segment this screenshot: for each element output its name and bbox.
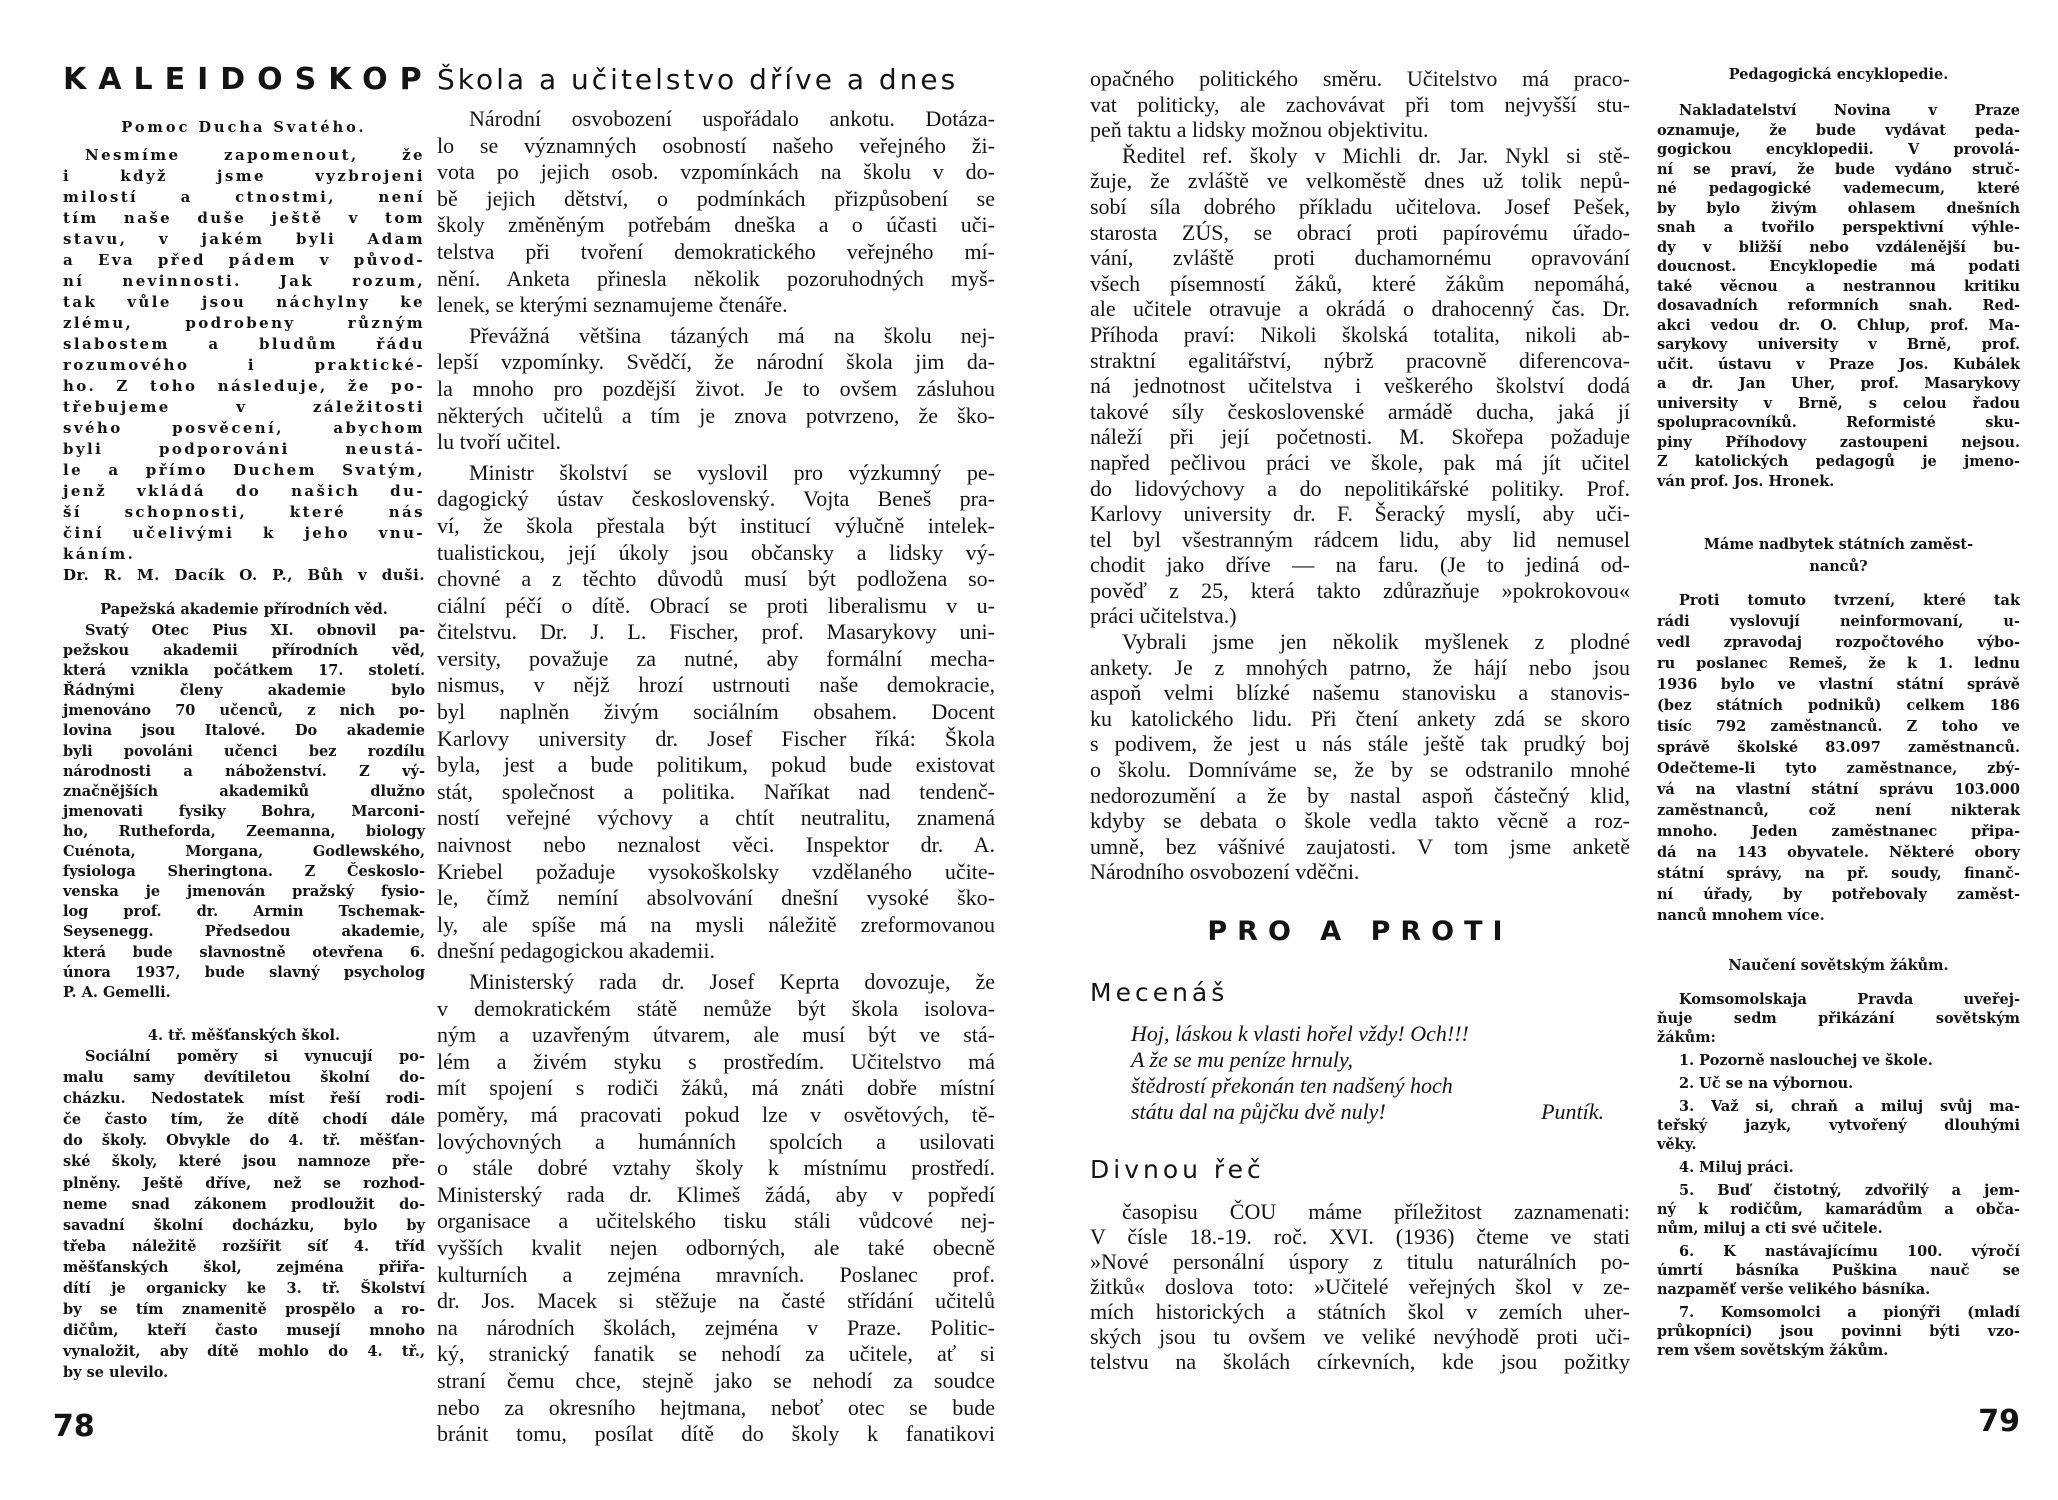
text-line: malu samy devítiletou školní do- [63, 1069, 425, 1087]
text-line: o školu. Domníváme se, že by se odstranilo mnohé [1090, 757, 1630, 783]
text-line: s podivem, že jest u nás stále ještě tak prudký boj [1090, 731, 1630, 757]
text-line: pežskou akademii přírodních věd, [63, 642, 425, 660]
text-line: lepší vzpomínky. Svědčí, že národní škola jim da- [437, 349, 995, 375]
text-line: a dr. Jan Uher, prof. Masarykovy [1657, 375, 2020, 392]
text-line: plněny. Ještě dříve, než se rozhod- [63, 1174, 425, 1192]
text-line: ho. Z toho následuje, že po- [63, 377, 425, 395]
text-line: tisíc 792 zaměstnanců. Z toho ve [1657, 718, 2020, 735]
text-line: bránit tomu, posílat dítě do školy k fanatikovi [437, 1421, 995, 1447]
text-line: P. A. Gemelli. [63, 983, 171, 1001]
paragraph [1090, 143, 1630, 629]
text-line: vat politicky, ale zachovávat při tom nejvyšší stu- [1090, 91, 1630, 117]
text-line: chovné a z těchto důvodů musí být podložena so- [437, 566, 995, 592]
text-line: nebo za okresního hejtmana, neboť otec se bude [437, 1394, 995, 1420]
text-line: státní správy, na př. soudy, finanč- [1657, 865, 2020, 882]
kaleidoskop-column [63, 0, 434, 1500]
text-line: sobí síla dobrého příkladu učitelova. Josef Pešek, [1090, 193, 1630, 219]
text-line: mích historických a státních škol v zemích uher- [1090, 1299, 1630, 1324]
text-line: oznamuje, že bude vydávat peda- [1657, 121, 2020, 139]
text-line: neme snad zákonem prodloužit do- [63, 1195, 425, 1213]
text-line: kulturních a zejména mravních. Poslanec prof. [437, 1261, 995, 1287]
article-heading: Pomoc Ducha Svatého. [121, 119, 367, 136]
article-body [63, 621, 425, 1003]
text-line: mnoho. Jeden zaměstnanec připa- [1657, 823, 2020, 840]
text-line: ských jsou tu ovšem ve veliké nevýhodě proti uči- [1090, 1324, 1630, 1349]
divnou-rec-body [1090, 1199, 1630, 1374]
paragraph [63, 621, 425, 1003]
paragraph [437, 969, 995, 1448]
text-line: nění. Anketa přinesla několik pozoruhodných myš- [437, 265, 995, 291]
text-line: rádi vyslovují neinformovaní, u- [1657, 613, 2020, 630]
text-line: Nesmíme zapomenout, že [85, 146, 425, 164]
text-line: ku katolického lidu. Při čtení ankety zdá se skoro [1090, 705, 1630, 731]
text-line: ale učitele otravuje a okrádá o drahocenný čas. Dr. [1090, 296, 1630, 322]
text-line: takové síly československé armádě ducha, jaká jí [1090, 398, 1630, 424]
text-line: třebujeme v záležitosti [63, 398, 425, 416]
text-line: Naučení sovětským žákům. [1728, 957, 1949, 974]
text-line: byl naplněn živým sociálním obsahem. Docent [437, 699, 995, 725]
text-line: starosta ZÚS, se obrací proti papírovému úřado- [1090, 219, 1630, 245]
text-line: žákům: [1657, 1029, 1716, 1046]
article-signature: Dr. R. M. Dacík O. P., Bůh v duši. [63, 566, 425, 584]
text-line: stavu, v jakém byli Adam [63, 230, 425, 248]
text-line: nům, miluj a cti své učitele. [1657, 1220, 1883, 1237]
paragraph [437, 460, 995, 965]
text-line: tím naše duše ještě v tom [63, 209, 425, 227]
text-line: fysiologa Sheringtona. Z Českoslo- [63, 863, 425, 881]
text-line: ly, ale spíše má na mysli náležitě zreformovanou [437, 911, 995, 937]
text-line: »Nové personální úspory z titulu naturálních po- [1090, 1249, 1630, 1274]
text-line: Karlovy university dr. Josef Fischer říká: Škola [437, 725, 995, 751]
news-heading [1657, 534, 2020, 578]
text-line: lovina jsou Italové. Do akademie [63, 722, 425, 740]
news-heading [1657, 65, 2020, 85]
text-line: la mnoho pro pozdější život. Je to ovšem zásluhou [437, 375, 995, 401]
text-line: by se tím znamenitě prospělo a ro- [63, 1301, 425, 1319]
text-line: školy změněným potřebám dneška a o účasti uči- [437, 212, 995, 238]
feature-column [437, 0, 995, 1500]
text-line: národnosti a náboženství. Z vý- [63, 762, 425, 780]
article-heading: Papežská akademie přírodních věd. [100, 601, 388, 618]
text-line: ské školy, které jsou namnoze pře- [63, 1153, 425, 1171]
text-line: Nakladatelství Novina v Praze [1679, 102, 2020, 119]
text-line: Národní osvobození uspořádalo ankotu. Dotáza- [469, 106, 995, 131]
divnou-rec-heading: Divnou řeč [1090, 1155, 1265, 1184]
text-line: Odečteme-li tyto zaměstnance, zbý- [1657, 760, 2020, 777]
text-line: umně, bez vášnivé zaujatosti. V tom jsme anketě [1090, 833, 1630, 859]
text-line: dr. Jos. Macek si stěžuje na časté střídání učitelů [437, 1288, 995, 1314]
text-line: peň taktu a lidsky možnou objektivitu. [1090, 117, 1429, 143]
text-line: 4. Miluj práci. [1679, 1159, 1794, 1176]
text-line: napřed pečlivou práci ve škole, pak má jít učitel [1090, 449, 1630, 475]
paragraph [1657, 590, 2020, 926]
text-line: telstva při tvoření demokratického veřejného mí- [437, 238, 995, 264]
text-line: nazpaměť verše velikého básníka. [1657, 1281, 1931, 1298]
text-line: cházku. Nedostatek míst řeší rodi- [63, 1090, 425, 1108]
feature-body [437, 106, 995, 1448]
text-line: v demokratickém státě nemůže být škola isolova- [437, 995, 995, 1021]
text-line: svého posvěcení, abychom [63, 419, 425, 437]
text-line: žitků« doslova toto: »Učitelé veřejných škol v ze- [1090, 1274, 1630, 1299]
text-line: Sociální poměry si vynucují po- [85, 1048, 425, 1065]
text-line: le, čímž nemíní absolvování dnešní vysoké ško- [437, 885, 995, 911]
text-line: naivnost nebo neznalost věci. Inspektor dr. A. [437, 832, 995, 858]
text-line: 3. Važ si, chraň a miluj svůj ma- [1679, 1098, 2020, 1115]
text-line: vedl zpravodaj rozpočtového výbo- [1657, 634, 2020, 651]
text-line: práci učitelstva.) [1090, 603, 1237, 629]
text-line: časopisu ČOU máme příležitost zaznamenati: [1122, 1199, 1630, 1224]
text-line: ký, stranický fanatik se nehodí za učitele, ať si [437, 1341, 995, 1367]
text-line: Národního osvobození vděčni. [1090, 859, 1360, 885]
text-line: ván prof. Jos. Hronek. [1657, 472, 1835, 490]
text-line: Pedagogická encyklopedie. [1728, 66, 1949, 83]
text-line: věky. [1657, 1136, 1697, 1153]
text-line: a Eva před pádem v původ- [63, 251, 425, 269]
text-line: venska je jmenován pražský fysio- [63, 883, 425, 901]
text-line: kdyby se debata o škole vedla takto věcně a roz- [1090, 808, 1630, 834]
text-line: Hoj, láskou k vlasti hořel vždy! Och!!! [1131, 1021, 1469, 1046]
text-line: Ministr školství se vyslovil pro výzkumný pe- [469, 459, 995, 485]
text-line: ciální péčí o dítě. Obrací se proti liberalismu v u- [437, 592, 995, 618]
news-body [1657, 590, 2020, 926]
text-line: doucnost. Encyklopedie má podati [1657, 258, 2020, 275]
text-line: 7. Komsomolci a pionýři (mladí [1679, 1304, 2020, 1321]
text-line: lenek, se kterými seznamujeme čtenáře. [437, 292, 788, 318]
article-body [63, 145, 425, 565]
news-body [1657, 990, 2020, 1360]
text-line: dagogický ústav československý. Vojta Beneš pra- [437, 486, 995, 512]
paragraph [1657, 101, 2020, 491]
text-line: ňuje sedm přikázání sovětským [1657, 1010, 2020, 1027]
page-number: 79 [1978, 1404, 2020, 1439]
text-line: Cuénota, Morgana, Godlewského, [63, 843, 425, 861]
text-line: ností veřejné výchovy a chtít neutralitu, znamená [437, 805, 995, 831]
kaleidoskop-title: KALEIDOSKOP [63, 62, 434, 97]
text-line: Z katolických pedagogů je jmeno- [1657, 453, 2020, 470]
text-line: organisace a učitelského tisku stáli vůdcové nej- [437, 1208, 995, 1234]
text-line: dosavadních reformních snah. Red- [1657, 297, 2020, 314]
text-line: třeba náležitě rozšířit síť 4. tříd [63, 1237, 425, 1255]
text-line: Ministerský rada dr. Josef Keprta dovozuje, že [469, 969, 995, 994]
text-line: Řádnými členy akademie bylo [63, 682, 425, 700]
text-line: káním. [63, 545, 136, 563]
text-line: 2. Uč se na výbornou. [1679, 1075, 1854, 1092]
paragraph [1657, 1242, 2020, 1299]
text-line: Kriebel požaduje vysokoškolsky vzdělaného učite- [437, 858, 995, 884]
text-line: vynaložit, aby dítě mohlo do 4. tř., [63, 1343, 425, 1361]
text-line: opačného politického směru. Učitelstvo má praco- [1090, 66, 1630, 91]
text-line: dá na 143 obyvatele. Některé obory [1657, 844, 2020, 861]
text-line: státu dal na půjčku dvě nuly! [1131, 1099, 1386, 1124]
mecenas-heading: Mecenáš [1090, 978, 1229, 1007]
text-line: lo se významných osobností našeho veřejného ži- [437, 132, 995, 158]
text-line: versity, považuje za nutné, aby formální mecha- [437, 645, 995, 671]
text-line: aspoň velmi blízké našemu stanovisku a stanovis- [1090, 680, 1630, 706]
text-line: jmenováno 70 učenců, z nich po- [63, 702, 425, 720]
text-line: log prof. dr. Armin Tschemak- [63, 903, 425, 921]
text-line: úmrtí básníka Puškina nauč se [1657, 1262, 2020, 1279]
text-line: ní úřady, by potřebovaly zaměst- [1657, 886, 2020, 903]
paragraph [63, 1046, 425, 1384]
text-line: chodit jako dříve — na faru. (Je to jediná od- [1090, 552, 1630, 578]
text-line: tak vůle jsou náchylny ke [63, 293, 425, 311]
text-line: náleží při její početnosti. M. Skořepa požaduje [1090, 424, 1630, 450]
text-line: učit. ústavu v Praze Jos. Kubálek [1657, 355, 2020, 373]
pro-a-proti-title: PRO A PROTI [1207, 916, 1513, 947]
text-line: ná jednotnost učitelstva i veškerého školství dodá [1090, 373, 1630, 399]
text-line: spolupracovníků. Reformisté sku- [1657, 414, 2020, 431]
article-heading: 4. tř. měšťanských škol. [147, 1027, 341, 1044]
text-line: ru poslanec Remeš, že k 1. lednu [1657, 655, 2020, 672]
text-line: byli povoláni učenci bez rozdílu [63, 742, 425, 760]
text-line: 1936 bylo ve vlastní státní správě [1657, 676, 2020, 693]
text-line: 6. K nastávajícímu 100. výročí [1679, 1243, 2020, 1260]
text-line: straní čemu chce, stejně jako se nehodí za soudce [437, 1367, 995, 1393]
text-line: Svatý Otec Pius XI. obnovil pa- [85, 622, 425, 639]
paragraph [437, 106, 995, 319]
text-line: vá na vlastní státní správu 103.000 [1657, 781, 2020, 798]
poem-author: Puntík. [1541, 1099, 1604, 1124]
text-line: ho, Rutheforda, Zeemanna, biology [63, 822, 425, 840]
text-line: nismus, v nějž hrozí ustrnouti naše demokracie, [437, 672, 995, 698]
text-line: rozumového i praktické- [63, 356, 425, 374]
text-line: vání, zvláště proti duchamornému opravování [1090, 245, 1630, 271]
text-line: rem všem sovětským žákům. [1657, 1342, 1889, 1359]
text-line: pověď z 25, která takto zdůrazňuje »pokrokovou« [1090, 577, 1630, 603]
text-line: Příhoda praví: Nikoli školská totalita, nikoli ab- [1090, 321, 1630, 347]
text-line: ný k rodičům, kamarádům a obča- [1657, 1201, 2020, 1218]
text-line: štědrostí překonán ten nadšený hoch [1131, 1073, 1453, 1098]
paragraph [1090, 66, 1630, 143]
text-line: průkopníci) jsou povinni býti vzo- [1657, 1323, 2020, 1340]
text-line: zaměstnanců, což není nikterak [1657, 802, 2020, 819]
text-line: gogickou encyklopedii. V provolá- [1657, 141, 2020, 158]
text-line: straktní egalitářství, nýbrž pracovně diferencova- [1090, 347, 1630, 373]
text-line: poměry, má pracovati pokud lze v osvětových, tě- [437, 1101, 995, 1127]
text-line: Převážná většina tázaných má na školu nej- [469, 322, 995, 348]
text-line: února 1937, bude slavný psycholog [63, 963, 425, 981]
text-line: Vybrali jsme jen několik myšlenek z plodné [1122, 629, 1630, 655]
text-line: milostí a ctnostmi, není [63, 188, 425, 206]
paragraph [1657, 990, 2020, 1047]
paragraph [1657, 1181, 2020, 1238]
text-line: Máme nadbytek státních zaměst- [1703, 536, 1974, 553]
news-column [1657, 0, 2020, 1500]
text-line: lém a živém styku s prostředím. Učitelstvo má [437, 1048, 995, 1074]
text-line: také věcnou a nestrannou kritiku [1657, 277, 2020, 295]
text-line: by bylo živým ohlasem dnešních [1657, 199, 2020, 217]
text-line: akci vedou dr. O. Chlup, prof. Ma- [1657, 316, 2020, 334]
text-line: všech písemností žáků, které žákům nepomáhá, [1090, 270, 1630, 296]
text-line: stát, společnost a politika. Naříkat nad tendenč- [437, 778, 995, 804]
text-line: vyšších kvalit nejen odborných, ale také obecně [437, 1234, 995, 1260]
text-line: teřský jazyk, vytvořený dlouhými [1657, 1117, 2020, 1134]
news-heading [1657, 956, 2020, 976]
text-line: žuje, že zvláště ve velkoměstě dnes už tolik nepů- [1090, 168, 1630, 194]
text-line: ným a uzavřeným útvarem, ale musí být ve stá- [437, 1022, 995, 1048]
text-line: le a přímo Duchem Svatým, [63, 461, 425, 479]
text-line: některých učitelů a tím je znova potvrzeno, že ško- [437, 402, 995, 428]
text-line: činí učelivými k jeho vnu- [63, 524, 425, 542]
text-line: A že se mu peníze hrnuly, [1131, 1047, 1354, 1072]
feature-continued-column [1090, 0, 1630, 1500]
text-line: vota po jejich osob. vzpomínkách na školu v do- [437, 159, 995, 185]
text-line: správě školské 83.097 zaměstnanců. [1657, 739, 2020, 756]
text-line: nanců? [1809, 558, 1868, 575]
feature-continued-body [1090, 66, 1630, 885]
text-line: jenž vkládá do našich du- [63, 482, 425, 500]
text-line: ní se praví, že bude vydáno struč- [1657, 160, 2020, 178]
text-line: Ministerský rada dr. Klimeš žádá, aby v popředí [437, 1181, 995, 1207]
text-line: do školy. Obvykle do 4. tř. měšťan- [63, 1132, 425, 1150]
text-line: měšťanských škol, zejména přiřa- [63, 1258, 425, 1276]
text-line: telstvu na školách církevních, kde jsou požitky [1090, 1349, 1630, 1374]
text-line: né pedagogické vademecum, které [1657, 180, 2020, 197]
text-line: bě jejich dětství, o podmínkách přizpůsobení se [437, 185, 995, 211]
text-line: Karlovy university dr. F. Šeracký myslí, aby uči- [1090, 501, 1630, 527]
text-line: byla, jest a bude politikum, pokud bude existovat [437, 752, 995, 778]
text-line: mít spojení s rodiči žáků, má znáti dobře místní [437, 1075, 995, 1101]
text-line: o stále dobré vztahy školy k místnímu prostředí. [437, 1155, 995, 1181]
text-line: dičům, kteří často musejí mnoho [63, 1322, 425, 1340]
text-line: 1. Pozorně naslouchej ve škole. [1679, 1052, 1933, 1069]
text-line: ší schopnosti, které nás [63, 503, 425, 521]
paragraph [437, 323, 995, 456]
text-line: snah a tvořilo perspektivní výhle- [1657, 219, 2020, 236]
paragraph [1657, 1158, 2020, 1177]
text-line: značnějších akademiků dlužno [63, 782, 425, 800]
paragraph [1090, 1199, 1630, 1374]
text-line: nedorozumění a že by nastal aspoň částečný klid, [1090, 782, 1630, 808]
text-line: piny Příhodovy zastoupeni nejsou. [1657, 433, 2020, 451]
paragraph [1090, 629, 1630, 885]
text-line: university v Brně, s celou řadou [1657, 394, 2020, 412]
text-line: savadní školní docházku, bylo by [63, 1216, 425, 1234]
feature-title: Škola a učitelstvo dříve a dnes [437, 63, 959, 96]
news-body [1657, 101, 2020, 491]
text-line: slabostem a bludům řádu [63, 335, 425, 353]
text-line: byli podporováni neustá- [63, 440, 425, 458]
text-line: dy v bližší nebo vzdálenější bu- [1657, 238, 2020, 256]
text-line: tel byl všestranným rádcem lidu, aby lid nemusel [1090, 526, 1630, 552]
text-line: by se ulevilo. [63, 1364, 169, 1382]
paragraph [1657, 1074, 2020, 1093]
text-line: Seysenegg. Předsedou akademie, [63, 923, 425, 941]
page-number: 78 [53, 1409, 95, 1444]
paragraph [63, 145, 425, 565]
text-line: lovýchovných a humánních spolcích a usilovati [437, 1128, 995, 1154]
text-line: ví, že škola přestala být institucí výlučně intelek- [437, 512, 995, 538]
text-line: lu tvoří učitel. [437, 429, 562, 455]
text-line: Ředitel ref. školy v Michli dr. Jar. Nykl si stě- [1122, 142, 1630, 168]
text-line: zlému, podrobeny různým [63, 314, 425, 332]
text-line: Proti tomuto tvrzení, které tak [1679, 592, 2020, 609]
paragraph [1657, 1303, 2020, 1360]
article-body [63, 1046, 425, 1384]
text-line: která bude slavnostně otevřena 6. [63, 943, 425, 961]
text-line: čitelstvu. Dr. J. L. Fischer, prof. Masarykovy uni- [437, 619, 995, 645]
text-line: dnešní pedagogickou akademii. [437, 938, 715, 964]
text-line: jmenovati fysiky Bohra, Marconi- [63, 802, 425, 820]
text-line: V čísle 18.-19. roč. XVI. (1936) čteme ve stati [1090, 1224, 1630, 1249]
text-line: která vznikla počátkem 17. století. [63, 662, 425, 680]
text-line: (bez státních podniků) celkem 186 [1657, 697, 2020, 714]
text-line: ankety. Je z mnohých patrno, že hájí nebo jsou [1090, 654, 1630, 680]
text-line: nanců mnohem více. [1657, 907, 1825, 924]
paragraph [1657, 1097, 2020, 1154]
text-line: dítí je organicky ke 3. tř. Školství [63, 1280, 425, 1298]
text-line: tualistickou, její úkoly jsou občansky a lidsky vý- [437, 539, 995, 565]
text-line: do lidovýchovy a do nepolitikářské politiky. Prof. [1090, 475, 1630, 501]
text-line: na národních školách, zejména v Praze. Politic- [437, 1314, 995, 1340]
text-line: ní nevinnosti. Jak rozum, [63, 272, 425, 290]
text-line: 5. Buď čistotný, zdvořilý a jem- [1679, 1182, 2020, 1199]
text-line: i když jsme vyzbrojeni [63, 167, 425, 185]
paragraph [1657, 1051, 2020, 1070]
text-line: sarykovy university v Brně, prof. [1657, 336, 2020, 353]
text-line: če často tím, že dítě chodí dále [63, 1111, 425, 1129]
text-line: Komsomolskaja Pravda uveřej- [1679, 991, 2020, 1008]
